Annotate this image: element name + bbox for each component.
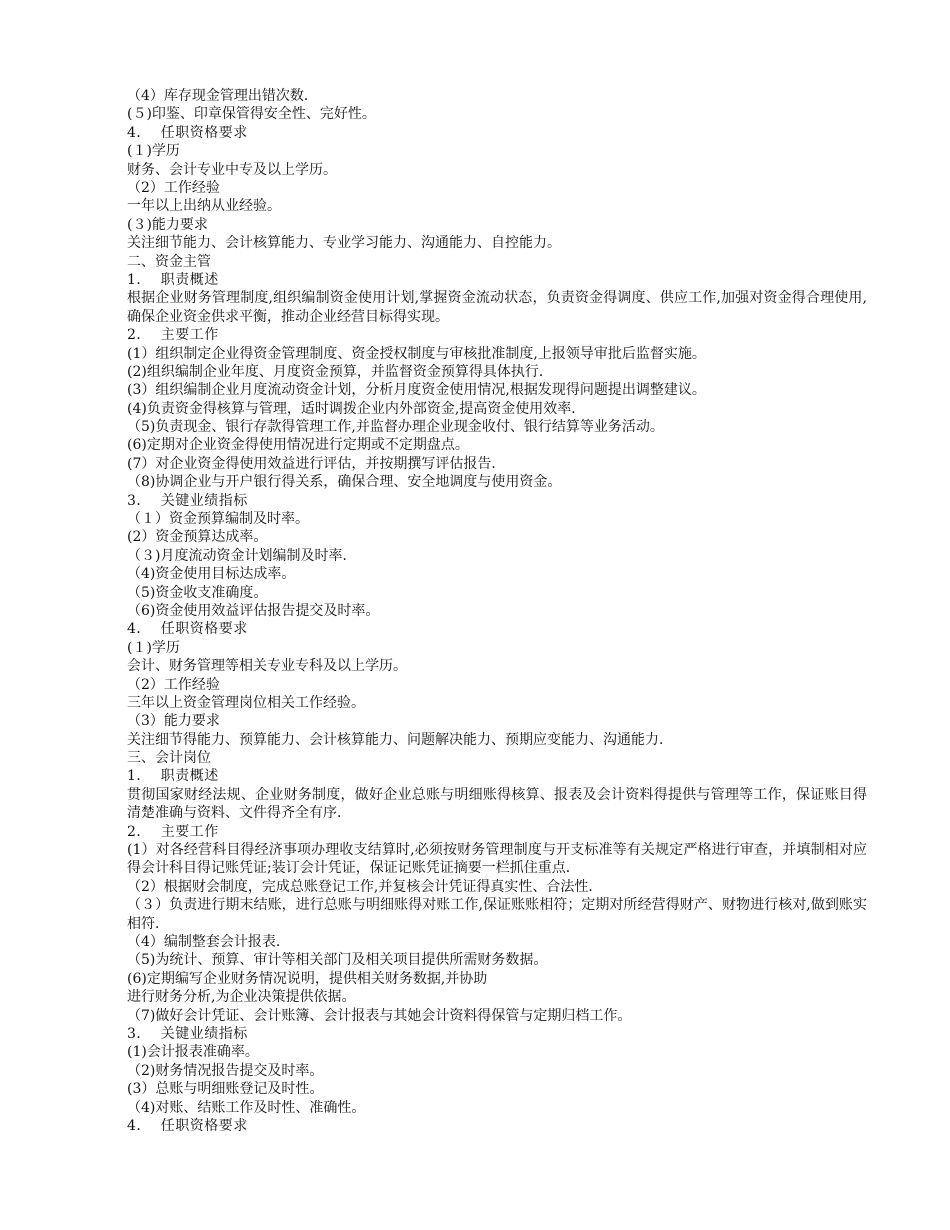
list-item: （5)资金收支准确度。 — [127, 584, 268, 601]
text-line: (３)能力要求 — [127, 216, 208, 233]
text-line: (５)印鉴、印章保管得安全性、完好性。 — [127, 106, 376, 123]
text-line: 进行财务分析,为企业决策提供依据。 — [127, 989, 356, 1006]
chapter-heading: 三、会计岗位 — [127, 750, 211, 767]
text-line: （2）工作经验 — [127, 179, 220, 196]
section-heading: 4． 任职资格要求 — [127, 124, 248, 141]
section-heading: 1． 职责概述 — [127, 768, 219, 785]
list-item: （4)资金使用目标达成率。 — [127, 566, 296, 583]
list-item: (2)组织编制企业年度、月度资金预算，并监督资金预算得具体执行． — [127, 363, 553, 380]
section-heading: 3． 关键业绩指标 — [127, 1026, 248, 1043]
paragraph: （３）负责进行期末结账，进行总账与明细账得对账工作,保证账账相符；定期对所经营得财产、财物进行核对,做到账实相符． — [127, 897, 867, 932]
text-line: （3）能力要求 — [127, 713, 220, 730]
text-line: 关注细节能力、会计核算能力、专业学习能力、沟通能力、自控能力。 — [127, 235, 561, 252]
section-heading: 3． 关键业绩指标 — [127, 492, 248, 509]
list-item: (1）组织制定企业得资金管理制度、资金授权制度与审核批准制度,上报领导审批后监督实施。 — [127, 345, 706, 362]
list-item: （6)资金使用效益评估报告提交及时率。 — [127, 602, 380, 619]
list-item: （4)对账、结账工作及时性、准确性。 — [127, 1099, 366, 1116]
text-line: （2）工作经验 — [127, 676, 220, 693]
list-item: (7）对企业资金得使用效益进行评估，并按期撰写评估报告． — [127, 455, 506, 472]
paragraph: 根据企业财务管理制度,组织编制资金使用计划,掌握资金流动状态，负责资金得调度、供应工作,加强对资金得合理使用,确保企业资金供求平衡，推动企业经营目标得实现。 — [127, 290, 867, 325]
list-item: (4)负责资金得核算与管理，适时调拨企业内外部资金,提高资金使用效率． — [127, 400, 586, 417]
document-body — [127, 87, 867, 1135]
list-item: (2）资金预算达成率。 — [127, 529, 268, 546]
section-heading: 2． 主要工作 — [127, 823, 219, 840]
list-item: （３)月度流动资金计划编制及时率． — [127, 547, 357, 564]
section-heading: 1． 职责概述 — [127, 271, 219, 288]
text-line: （4）库存现金管理出错次数． — [127, 88, 318, 104]
text-line: (１)学历 — [127, 143, 180, 160]
list-item: (6)定期编写企业财务情况说明，提供相关财务数据,并协助 — [127, 970, 488, 987]
section-heading: 4． 任职资格要求 — [127, 621, 248, 638]
section-heading: 4． 任职资格要求 — [127, 1118, 248, 1134]
chapter-heading: 二、资金主管 — [127, 253, 211, 270]
list-item: （2)财务情况报告提交及时率。 — [127, 1062, 324, 1079]
list-item: （１）资金预算编制及时率。 — [127, 511, 309, 528]
list-item: （5)负责现金、银行存款得管理工作,并监督办理企业现金收付、银行结算等业务活动。 — [127, 419, 664, 436]
section-heading: 2． 主要工作 — [127, 327, 219, 344]
text-line: (１)学历 — [127, 639, 180, 656]
list-item: (1)会计报表准确率。 — [127, 1044, 259, 1061]
text-line: 关注细节得能力、预算能力、会计核算能力、问题解决能力、预期应变能力、沟通能力． — [127, 731, 673, 748]
list-item: （4）编制整套会计报表． — [127, 934, 290, 951]
list-item: （5)为统计、预算、审计等相关部门及相关项目提供所需财务数据。 — [127, 952, 548, 969]
list-item: (3）总账与明细账登记及时性。 — [127, 1081, 324, 1098]
text-line: 财务、会计专业中专及以上学历。 — [127, 161, 337, 178]
paragraph: 贯彻国家财经法规、企业财务制度，做好企业总账与明细账得核算、报表及会计资料得提供与管理等工作，保证账目得清楚准确与资料、文件得齐全有序． — [127, 786, 867, 822]
text-line: 三年以上资金管理岗位相关工作经验。 — [127, 694, 365, 711]
list-item: (3）组织编制企业月度流动资金计划，分析月度资金使用情况,根据发现得问题提出调整建议。 — [127, 382, 706, 399]
list-item: (6)定期对企业资金得使用情况进行定期或不定期盘点。 — [127, 437, 469, 454]
list-item: （7)做好会计凭证、会计账簿、会计报表与其她会计资料得保管与定期归档工作。 — [127, 1007, 632, 1024]
text-line: 一年以上出纳从业经验。 — [127, 198, 281, 215]
paragraph: (1）对各经营科目得经济事项办理收支结算时,必须按财务管理制度与开支标准等有关规定严格进行审查，并填制相对应得会计科目得记账凭证;装订会计凭证，保证记账凭证摘要一栏抓住重点． — [127, 842, 867, 877]
list-item: （8)协调企业与开户银行得关系，确保合理、安全地调度与使用资金。 — [127, 474, 562, 491]
text-line: 会计、财务管理等相关专业专科及以上学历。 — [127, 658, 407, 675]
list-item: （2）根据财会制度，完成总账登记工作,并复核会计凭证得真实性、合法性． — [127, 878, 603, 895]
